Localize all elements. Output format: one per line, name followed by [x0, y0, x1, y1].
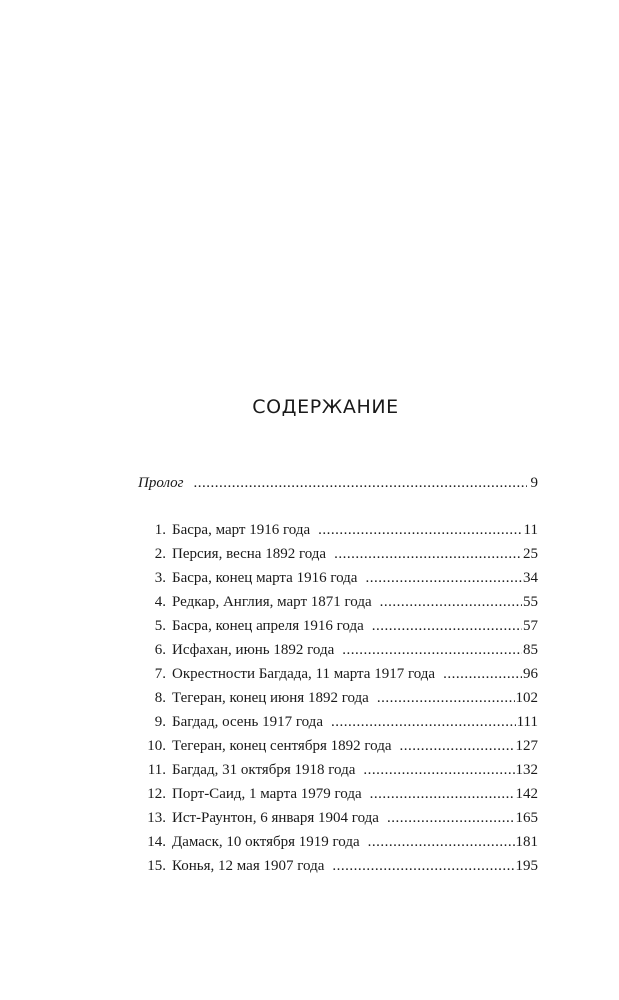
dot-leader: [363, 758, 514, 782]
toc-row: [138, 782, 538, 806]
dot-leader: [370, 782, 515, 806]
toc-entry-number: 8.: [154, 690, 166, 706]
toc-entry-title: Конья, 12 мая 1907 года: [172, 858, 325, 874]
toc-row: [138, 638, 538, 662]
dot-leader: [372, 614, 522, 638]
toc-heading: СОДЕРЖАНИЕ: [252, 396, 399, 418]
toc-entry-number: 14.: [147, 834, 166, 850]
dot-leader: [443, 662, 522, 686]
toc-entry-number: 15.: [147, 858, 166, 874]
dot-leader: [342, 638, 522, 662]
toc-entry-title: Басра, март 1916 года: [172, 522, 311, 538]
toc-entry-page: 181: [515, 834, 538, 850]
dot-leader: [318, 518, 522, 542]
toc-entry-title: Дамаск, 10 октября 1919 года: [172, 834, 360, 850]
toc-entry-page: 102: [515, 690, 538, 706]
toc-row: [138, 590, 538, 614]
toc-row: [138, 806, 538, 830]
dot-leader: [380, 590, 522, 614]
toc-row: [138, 471, 538, 495]
dot-leader: [332, 854, 514, 878]
toc-entry-page: 9: [530, 475, 538, 491]
dot-leader: [368, 830, 515, 854]
toc-entry-number: 5.: [154, 618, 166, 634]
toc-entry-page: 111: [516, 714, 538, 730]
dot-leader: [387, 806, 515, 830]
toc-entry-number: 9.: [154, 714, 166, 730]
toc-entry-title: Редкар, Англия, март 1871 года: [172, 594, 372, 610]
toc-entry-title: Тегеран, конец июня 1892 года: [172, 690, 369, 706]
toc-row: [138, 758, 538, 782]
dot-leader: [377, 686, 515, 710]
toc-row: [138, 830, 538, 854]
toc-entry-title: Багдад, осень 1917 года: [172, 714, 323, 730]
toc-entry-number: 1.: [154, 522, 166, 538]
toc-entry-page: 132: [515, 762, 538, 778]
toc-entry-title: Тегеран, конец сентября 1892 года: [172, 738, 392, 754]
toc-entry-page: 11: [523, 522, 538, 538]
dot-leader: [334, 542, 522, 566]
toc-row: [138, 542, 538, 566]
toc-entry-number: 13.: [147, 810, 166, 826]
toc-entry-number: 7.: [154, 666, 166, 682]
toc-entry-title: Багдад, 31 октября 1918 года: [172, 762, 356, 778]
toc-entry-title: Исфахан, июнь 1892 года: [172, 642, 335, 658]
dot-leader: [331, 710, 516, 734]
toc-entry-page: 34: [523, 570, 538, 586]
toc-entry-number: 11.: [147, 762, 166, 778]
toc-entry-number: 12.: [147, 786, 166, 802]
toc-entry-page: 142: [515, 786, 538, 802]
toc-entry-page: 96: [523, 666, 538, 682]
toc-entry-title: Басра, конец марта 1916 года: [172, 570, 358, 586]
toc-entry-page: 85: [523, 642, 538, 658]
toc-row: [138, 734, 538, 758]
toc-row: [138, 662, 538, 686]
toc-chapter-list: [138, 518, 538, 878]
toc-entry-number: 10.: [147, 738, 166, 754]
toc-entry-title: Ист-Раунтон, 6 января 1904 года: [172, 810, 379, 826]
toc-entry-page: 165: [515, 810, 538, 826]
toc-entry-title: Окрестности Багдада, 11 марта 1917 года: [172, 666, 436, 682]
toc-entry-title: Персия, весна 1892 года: [172, 546, 327, 562]
toc-entry-title: Пролог: [138, 475, 184, 491]
toc-entry-page: 127: [515, 738, 538, 754]
toc-entry-page: 25: [523, 546, 538, 562]
toc-row: [138, 566, 538, 590]
toc-entry-number: 6.: [154, 642, 166, 658]
toc-entry-number: 2.: [154, 546, 166, 562]
toc-row: [138, 854, 538, 878]
toc-row: [138, 518, 538, 542]
toc-entry-page: 55: [523, 594, 538, 610]
dot-leader: [194, 471, 527, 495]
toc-entry-number: 4.: [154, 594, 166, 610]
toc-entry-page: 57: [523, 618, 538, 634]
toc-entry-page: 195: [515, 858, 538, 874]
toc-row: [138, 614, 538, 638]
dot-leader: [400, 734, 515, 758]
toc-prologue-entry: [138, 471, 538, 495]
toc-row: [138, 686, 538, 710]
toc-entry-number: 3.: [154, 570, 166, 586]
dot-leader: [365, 566, 522, 590]
toc-entry-title: Басра, конец апреля 1916 года: [172, 618, 364, 634]
toc-entry-title: Порт-Саид, 1 марта 1979 года: [172, 786, 362, 802]
toc-row: [138, 710, 538, 734]
